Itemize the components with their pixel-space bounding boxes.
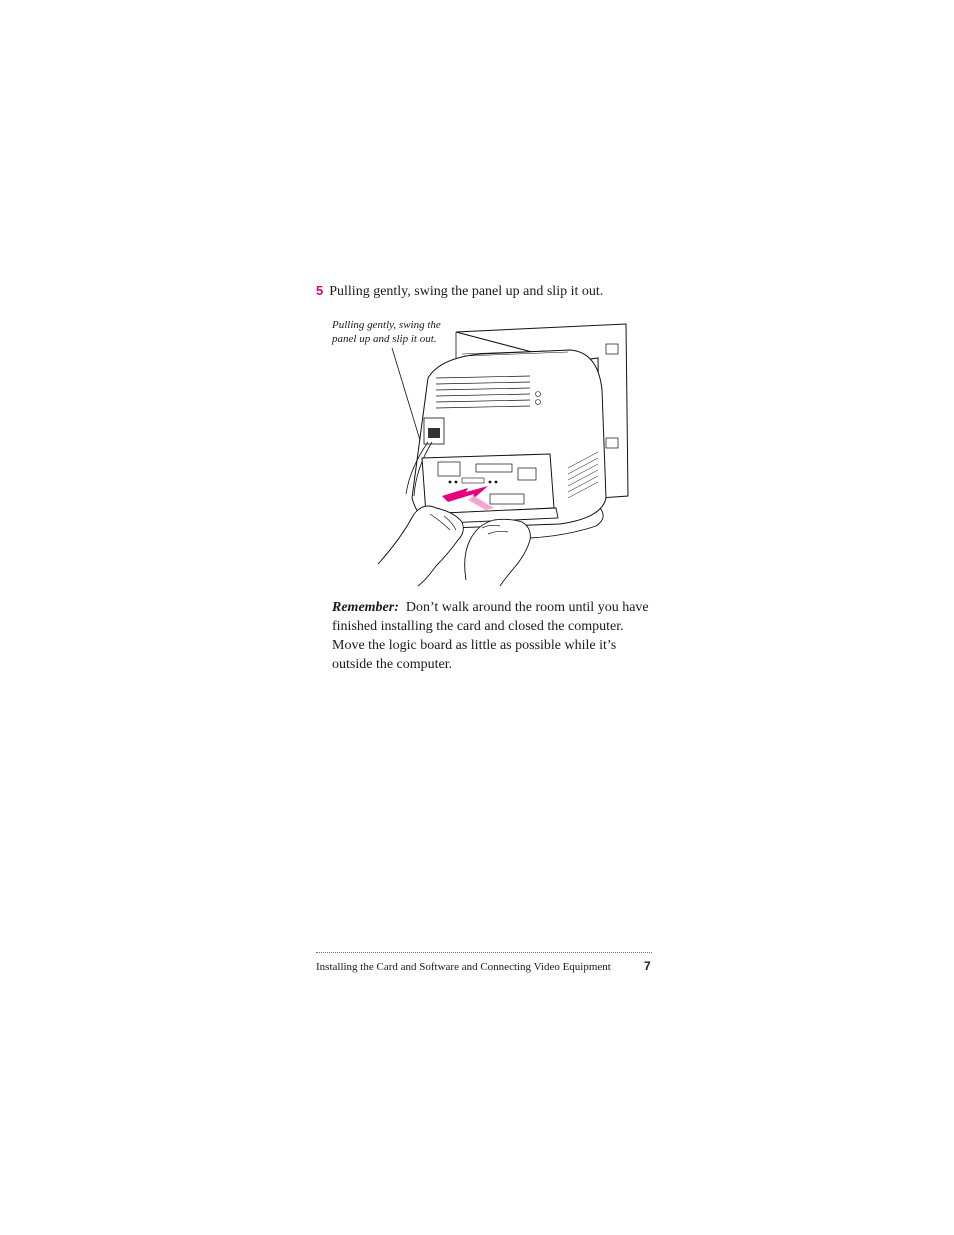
caption-line-2: panel up and slip it out. (332, 333, 437, 345)
rear-button-1 (536, 392, 541, 397)
rear-button-2 (536, 400, 541, 405)
left-hand (378, 506, 463, 586)
right-hand (465, 519, 531, 586)
footer-title: Installing the Card and Software and Connecting Video Equipment (316, 961, 611, 973)
step-5 (316, 281, 656, 302)
computer-panel-illustration (370, 318, 635, 588)
page-number: 7 (644, 959, 651, 973)
remember-label: Remember: (332, 600, 399, 615)
step-number: 5 (316, 283, 324, 298)
step-text: Pulling gently, swing the panel up and slip it out. (329, 284, 604, 299)
remember-text: Don’t walk around the room until you have finished installing the card and closed the computer. Move the logic board as little as possible while it’s outside the computer. (332, 600, 649, 672)
footer-divider (316, 952, 652, 953)
caption-line-1: Pulling gently, swing the (332, 319, 441, 331)
remember-note (332, 598, 650, 674)
